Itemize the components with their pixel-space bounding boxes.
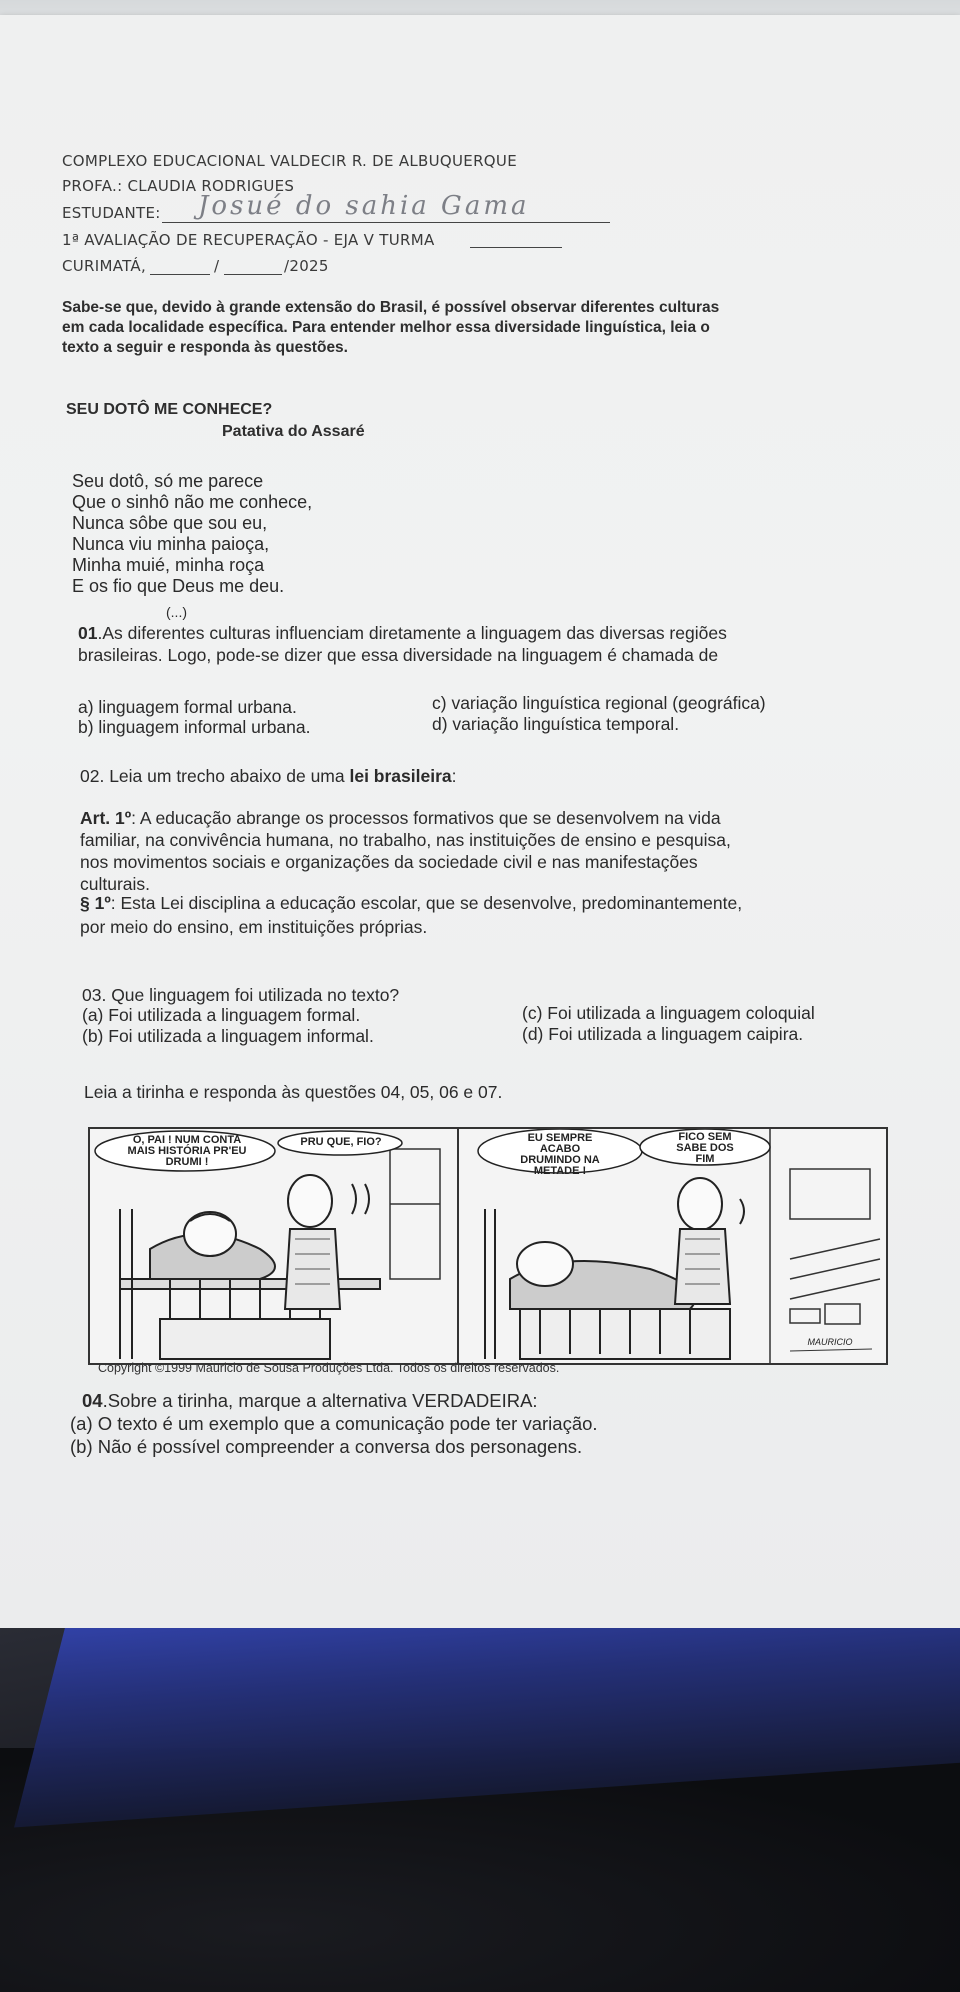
kid-panel-1 [184,1212,236,1256]
poem-title: SEU DOTÔ ME CONHECE? [66,401,273,418]
bed-panel-1 [120,1209,380,1359]
q01-line-1: .As diferentes culturas influenciam diretamente a linguagem das diversas regiões [97,623,727,643]
q04-prompt-bold: VERDADEIRA: [412,1390,538,1411]
student-name-line [162,222,610,223]
q02-par-line-1: : Esta Lei disciplina a educação escolar, que se desenvolve, predominantemente, [110,893,743,913]
date-month-line [224,274,282,275]
q02-art-line-3: nos movimentos sociais e organizações da sociedade civil e nas manifestações [80,852,698,872]
intro-line-1: Sabe-se que, devido à grande extensão do Brasil, é possível observar diferentes culturas [62,299,720,316]
q02-art-line-1: : A educação abrange os processos formativos que se desenvolvem na vida [131,808,721,828]
poem-line: Minha muié, minha roça [72,555,265,575]
bubble-text-1: Ó, PAI ! NUM CONTA MAIS HISTÓRIA PR'EU DRUMI ! [127,1134,247,1168]
poem-author: Patativa do Assaré [222,423,365,440]
q03-option-c[interactable]: (c) Foi utilizada a linguagem coloquial [522,1003,815,1023]
q04-number: 04 [82,1390,103,1411]
class-line [470,247,562,248]
student-name-handwritten: Josué do sahia Gama [198,191,530,221]
q01-line-2: brasileiras. Logo, pode-se dizer que essa diversidade na linguagem é chamada de [78,645,719,665]
bubble-text-3: EU SEMPRE ACABO DRUMINDO NA METADE ! [520,1132,600,1177]
comic-instruction: Leia a tirinha e responda às questões 04, 05, 06 e 07. [84,1082,503,1102]
q02-art-label: Art. 1º [80,808,132,828]
q02-par-line-2: por meio do ensino, em instituições próprias. [80,917,428,937]
q02-par-label: § 1º [80,893,111,913]
kid-panel-2 [517,1242,573,1286]
q01-option-d[interactable]: d) variação linguística temporal. [432,714,680,734]
q02-prompt: . Leia um trecho abaixo de uma [99,766,350,786]
room-panel-3 [790,1169,880,1324]
teacher-name: PROFA.: CLAUDIA RODRIGUES [62,177,295,195]
comic-copyright: Copyright ©1999 Mauricio de Sousa Produções Ltda. Todos os direitos reservados. [98,1361,560,1375]
q02-art-line-4: culturais. [80,874,151,894]
q04-prompt: .Sobre a tirinha, marque a alternativa [102,1390,413,1411]
q01-option-b[interactable]: b) linguagem informal urbana. [78,717,311,737]
intro-line-3: texto a seguir e responda às questões. [62,339,348,356]
q01-option-c[interactable]: c) variação linguística regional (geográfica) [432,693,766,713]
q02-art-line-2: familiar, na convivência humana, no trabalho, nas instituições de ensino e pesquisa, [80,830,731,850]
q02-prompt-bold: lei brasileira [349,766,452,786]
school-name: COMPLEXO EDUCACIONAL VALDECIR R. DE ALBUQUERQUE [62,152,517,170]
q01-option-a[interactable]: a) linguagem formal urbana. [78,697,297,717]
comic-strip [88,1127,888,1365]
city-label: CURIMATÁ, [62,257,147,275]
poem-line: Seu dotô, só me parece [72,471,264,491]
exam-sheet: COMPLEXO EDUCACIONAL VALDECIR R. DE ALBUQUERQUE PROFA.: CLAUDIA RODRIGUES ESTUDANTE: Josué do sahia Gama 1ª AVALIAÇÃO DE RECUPERAÇÃO - EJA V TURMA CURIMATÁ, / /2025 Sabe-se que, devido à grande extensão do Brasil, é possível observar diferentes culturas em cada localidade específica. Para entender melhor essa diversidade linguística, leia o texto a seguir e responda às questões. SEU DOTÔ ME CONHECE? Patativa do Assaré Seu dotô, só me parece Que o sinhô não me conhece, Nunca sôbe que sou eu, Nunca viu minha paioça, Minha muié, minha roça E os fio que Deus me deu. (...) 01.As diferentes culturas influenciam diretamente a linguagem das diversas regiões brasileiras. Logo, pode-se dizer que essa diversidade na linguagem é chamada de a) linguagem formal urbana. c) variação linguística regional (geográfica) b) linguagem informal urbana. d) variação linguística temporal. 02. Leia um trecho abaixo de uma lei brasileira: Art. 1º: A educação abrange os processos formativos que se desenvolvem na vida familiar, na convivência humana, no trabalho, nas instituições de ensino e pesquisa, nos movimentos sociais e organizações da sociedade civil e nas manifestações culturais. § 1º: Esta Lei disciplina a educação escolar, que se desenvolve, predominantemente, por meio do ensino, em instituições próprias. 03. Que linguagem foi utilizada no texto? (a) Foi utilizada a linguagem formal. (c) Foi utilizada a linguagem coloquial (b) Foi utilizada a linguagem informal. (d) Foi utilizada a linguagem caipira. Leia a tirinha e responda às questões 04, 05, 06 e 07. Ó, PAI ! NUM CONTA MAIS HISTÓRIA PR'EU DRUMI ! PRU QUE, FIO? EU SEMPRE ACABO DRUMINDO NA METADE ! FICO SEM SABE DOS FIM MAURICIO Copyright ©1999 Mauricio de Sousa Produções Ltda. Todos os direitos reservados. 04.Sobre a tirinha, marque a alternativa VERDADEIRA: (a) O texto é um exemplo que a comunicação pode ter variação. (b) Não é possível compreender a conversa dos personagens. [0,15,960,1630]
dad-panel-2 [675,1178,744,1304]
poem-line: Nunca sôbe que sou eu, [72,513,268,533]
q04-option-b[interactable]: (b) Não é possível compreender a conversa dos personagens. [70,1436,583,1457]
q03-option-a[interactable]: (a) Foi utilizada a linguagem formal. [82,1005,361,1025]
bubble-text-4: FICO SEM SABE DOS FIM [676,1131,734,1165]
q04-option-a[interactable]: (a) O texto é um exemplo que a comunicação pode ter variação. [70,1413,598,1434]
q02-number: 02 [80,766,100,786]
q03-prompt: . Que linguagem foi utilizada no texto? [101,985,400,1005]
student-label: ESTUDANTE: [62,204,161,222]
poem-ellipsis: (...) [166,604,187,620]
q02-prompt-end: : [451,766,457,786]
dark-foreground [0,1628,960,1992]
q01-number: 01 [78,623,98,643]
date-year: /2025 [284,257,329,275]
q03-number: 03 [82,985,102,1005]
q03-option-b[interactable]: (b) Foi utilizada a linguagem informal. [82,1026,374,1046]
intro-line-2: em cada localidade específica. Para entender melhor essa diversidade linguística, leia o [62,319,710,336]
date-day-line [150,274,210,275]
poem-line: Que o sinhô não me conhece, [72,492,313,512]
q03-option-d[interactable]: (d) Foi utilizada a linguagem caipira. [522,1024,804,1044]
comic-signature: MAURICIO [807,1337,853,1347]
exam-title: 1ª AVALIAÇÃO DE RECUPERAÇÃO - EJA V TURMA [62,231,435,249]
bubble-text-2: PRU QUE, FIO? [300,1136,382,1148]
poem-line: E os fio que Deus me deu. [72,576,285,596]
poem-line: Nunca viu minha paioça, [72,534,270,554]
